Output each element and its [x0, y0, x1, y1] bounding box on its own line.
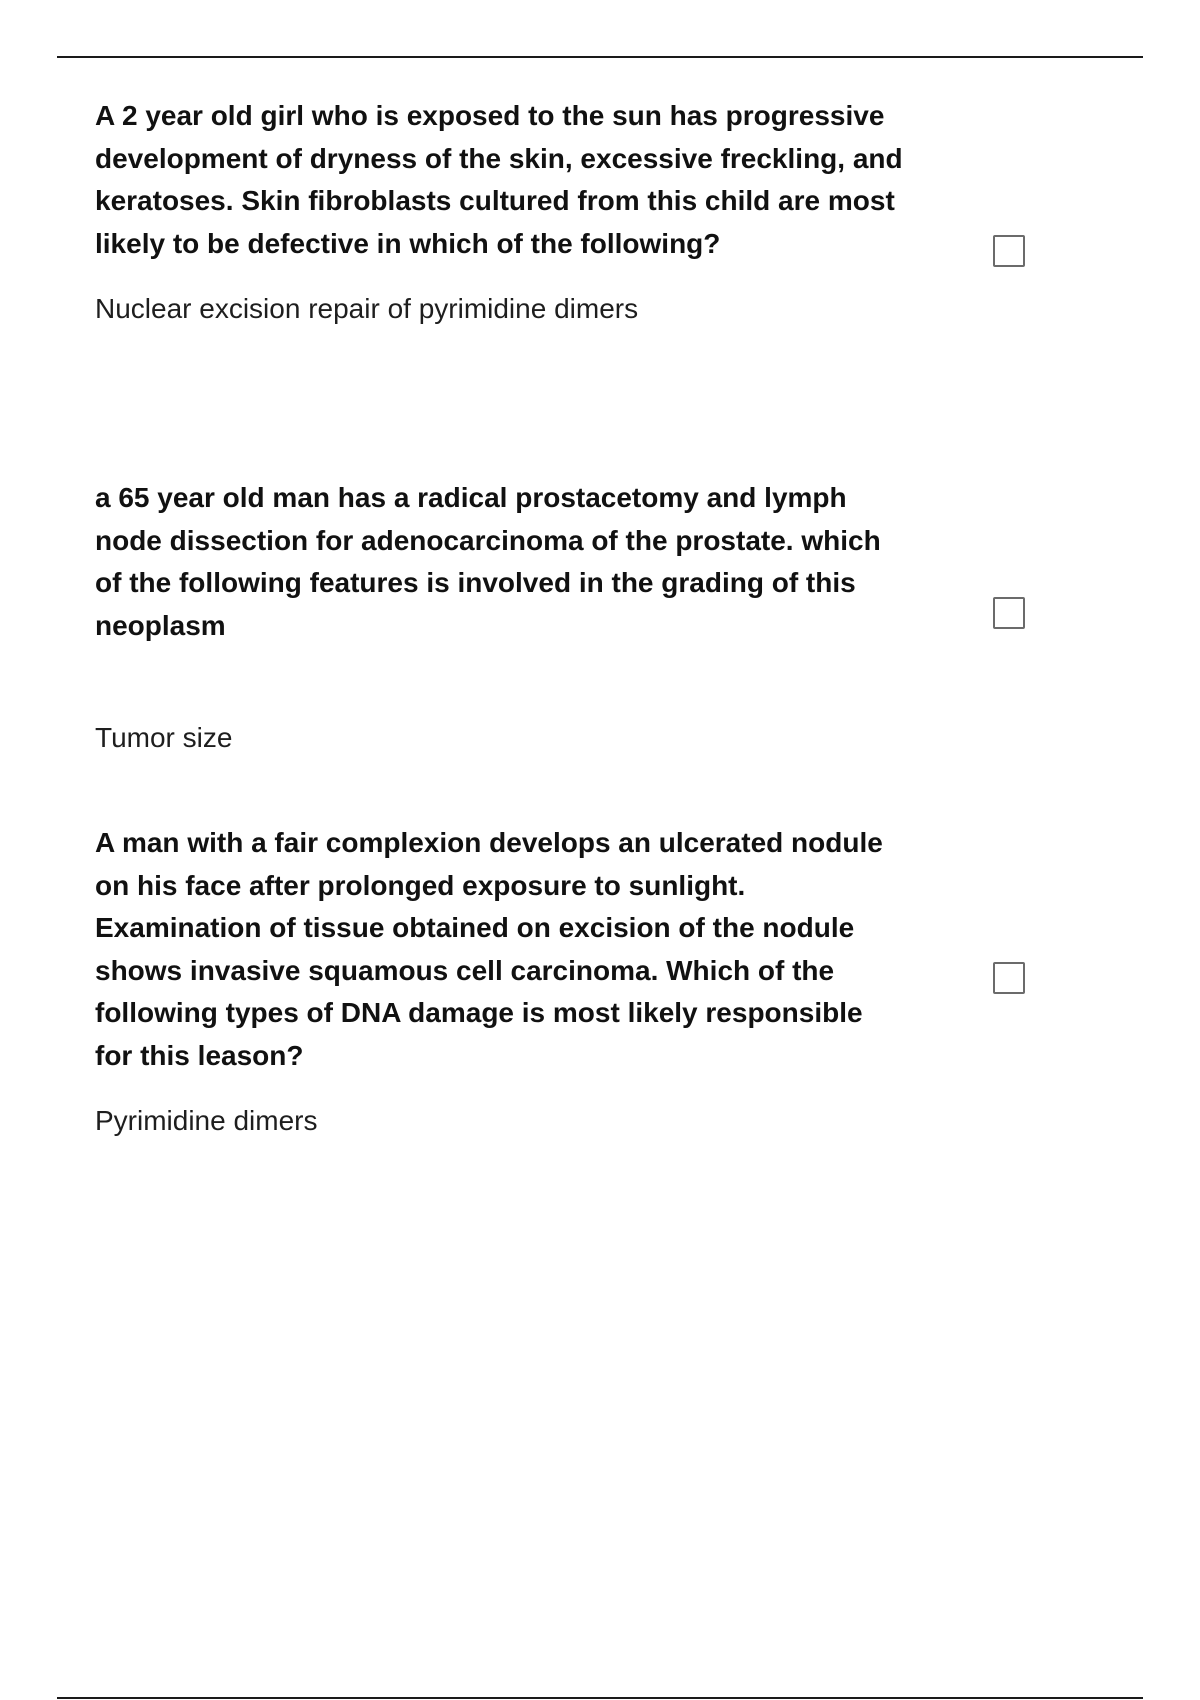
- flashcard: [95, 822, 1095, 1143]
- question-text: A 2 year old girl who is exposed to the sun has progressive development of dryness of the skin, excessive freckling, and keratoses. Skin fibroblasts cultured from this child are most likely to be defective in which of the following?: [95, 100, 903, 259]
- bottom-divider: [57, 1697, 1143, 1699]
- card-checkbox[interactable]: [993, 597, 1025, 629]
- top-divider: [57, 56, 1143, 58]
- answer-text: Pyrimidine dimers: [95, 1105, 318, 1136]
- answer-text: Nuclear excision repair of pyrimidine dimers: [95, 293, 639, 324]
- card-checkbox[interactable]: [993, 235, 1025, 267]
- question-text: a 65 year old man has a radical prostacetomy and lymph node dissection for adenocarcinoma of the prostate. which of the following features is involved in the grading of this neoplasm: [95, 482, 881, 641]
- flashcard: [95, 477, 1095, 760]
- flashcard: [95, 95, 1095, 331]
- answer-text: Tumor size: [95, 722, 233, 753]
- card-checkbox[interactable]: [993, 962, 1025, 994]
- question-text: A man with a fair complexion develops an ulcerated nodule on his face after prolonged exposure to sunlight. Examination of tissue obtained on excision of the nodule shows invasive squamous cell carcinoma. Which of the following types of DNA damage is most likely responsible for this leason?: [95, 827, 883, 1071]
